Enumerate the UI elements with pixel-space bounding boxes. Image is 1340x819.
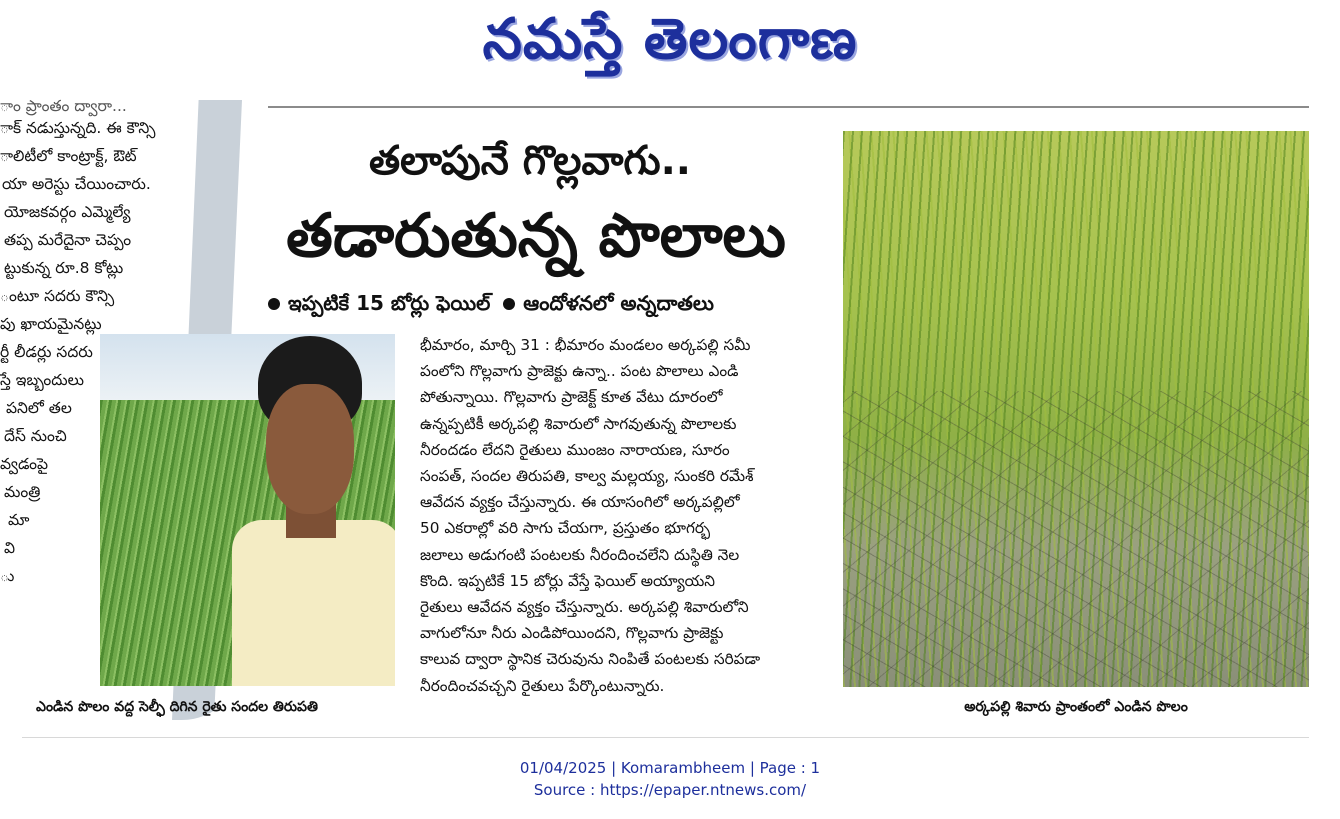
dry-field-photo — [843, 131, 1309, 687]
body-line: రైతులు ఆవేదన వ్యక్తం చేస్తున్నారు. అర్కపల్లి శివారులోని — [420, 598, 749, 617]
column-line: ట్టుకున్న రూ.8 కోట్లు — [4, 259, 124, 277]
body-line: పోతున్నాయి. గొల్లవాగు ప్రాజెక్ట్ కూత వేటు దూరంలో — [420, 388, 723, 407]
bullet-icon — [268, 298, 280, 310]
deck-point: ఆందోళనలో అన్నదాతలు — [523, 291, 714, 315]
column-line: ంటూ సదరు కౌన్సి — [0, 287, 115, 305]
column-line: యా అరెస్టు చేయించారు. — [2, 175, 151, 193]
article-headline: తడారుతున్న పొలాలు — [286, 201, 786, 271]
column-line: దేస్ నుంచి — [4, 427, 67, 445]
photo-caption-right: అర్కపల్లి శివారు ప్రాంతంలో ఎండిన పొలం — [964, 699, 1188, 715]
body-line: జలాలు అడుగంటి పంటలకు నీరందించలేని దుస్థితి నెల — [420, 545, 740, 564]
column-line: మా — [8, 511, 30, 529]
column-line: తప్ప మరేదైనా చెప్పం — [4, 231, 132, 249]
column-line: ాక్ నడుస్తున్నది. ఈ కౌన్సి — [0, 119, 156, 137]
body-line: 50 ఎకరాల్లో వరి సాగు చేయగా, ప్రస్తుతం భూగర్భ — [420, 519, 711, 538]
body-line: కాలువ ద్వారా స్థానిక చెరువును నింపితే పంటలకు సరిపడా — [420, 650, 761, 669]
body-line: ఆవేదన వ్యక్తం చేస్తున్నారు. ఈ యాసంగిలో అర్కపల్లిలో — [420, 493, 740, 512]
column-line: ర్టీ లీడర్లు సదరు — [0, 343, 93, 361]
body-line: సంపత్, సందల తిరుపతి, కాల్వ మల్లయ్య, సుంకరి రమేశ్ — [420, 467, 754, 486]
body-line: ఉన్నప్పటికీ అర్కపల్లి శివారులో సాగవుతున్న పొలాలకు — [420, 414, 737, 433]
column-line: వి — [4, 539, 16, 557]
newspaper-logo: నమస్తే తెలంగాణ — [482, 7, 858, 72]
body-line: భీమారం, మార్చి 31 : భీమారం మండలం అర్కపల్లి సమీ — [420, 336, 751, 354]
photo-caption-left: ఎండిన పొలం వద్ద సెల్ఫీ దిగిన రైతు సందల తిరుపతి — [36, 699, 318, 715]
clipped-line: ాం ప్రాంతం ద్వారా... — [0, 97, 127, 115]
edition-info: 01/04/2025 | Komarambheem | Page : 1 — [519, 759, 821, 777]
source-link[interactable]: Source : https://epaper.ntnews.com/ — [533, 781, 807, 799]
bottom-rule — [22, 737, 1309, 738]
body-line: వాగులోనూ నీరు ఎండిపోయిందని, గొల్లవాగు ప్రాజెక్టు — [420, 624, 724, 643]
article-kicker: తలాపునే గొల్లవాగు.. — [369, 138, 691, 184]
column-line: వ్వడంపై — [0, 455, 49, 473]
body-line: నీరందించవచ్చని రైతులు పేర్కొంటున్నారు. — [420, 676, 665, 695]
farmer-selfie-photo — [100, 334, 395, 686]
top-rule — [268, 106, 1309, 108]
masthead — [0, 0, 1340, 80]
body-line: కొంది. ఇప్పటికే 15 బోర్లు వేస్తే ఫెయిల్ అయ్యాయని — [420, 571, 715, 590]
deck-point: ఇప్పటికే 15 బోర్లు ఫెయిల్ — [288, 291, 491, 315]
column-line: యోజకవర్గం ఎమ్మెల్యే — [4, 203, 131, 221]
column-line: ు — [0, 567, 15, 585]
column-line: స్తే ఇబ్బందులు — [0, 371, 84, 389]
photo-farmer — [240, 334, 395, 686]
column-line: పనిలో తల — [6, 399, 72, 417]
body-line: పంలోని గొల్లవాగు ప్రాజెక్టు ఉన్నా.. పంట పొలాలు ఎండి — [420, 362, 739, 381]
page-footer — [0, 757, 1340, 801]
article-body — [420, 332, 816, 699]
article-deck — [262, 288, 802, 318]
column-line: మంత్రి — [4, 483, 41, 501]
bullet-icon — [503, 298, 515, 310]
photo-cracked-soil — [843, 391, 1309, 687]
column-line: పు ఖాయమైనట్లు — [0, 315, 102, 333]
column-line: ాలిటీలో కాంట్రాక్ట్, ఔట్ — [0, 147, 137, 165]
body-line: నీరందడం లేదని రైతులు ముంజం నారాయణ, సూరం — [420, 440, 730, 459]
